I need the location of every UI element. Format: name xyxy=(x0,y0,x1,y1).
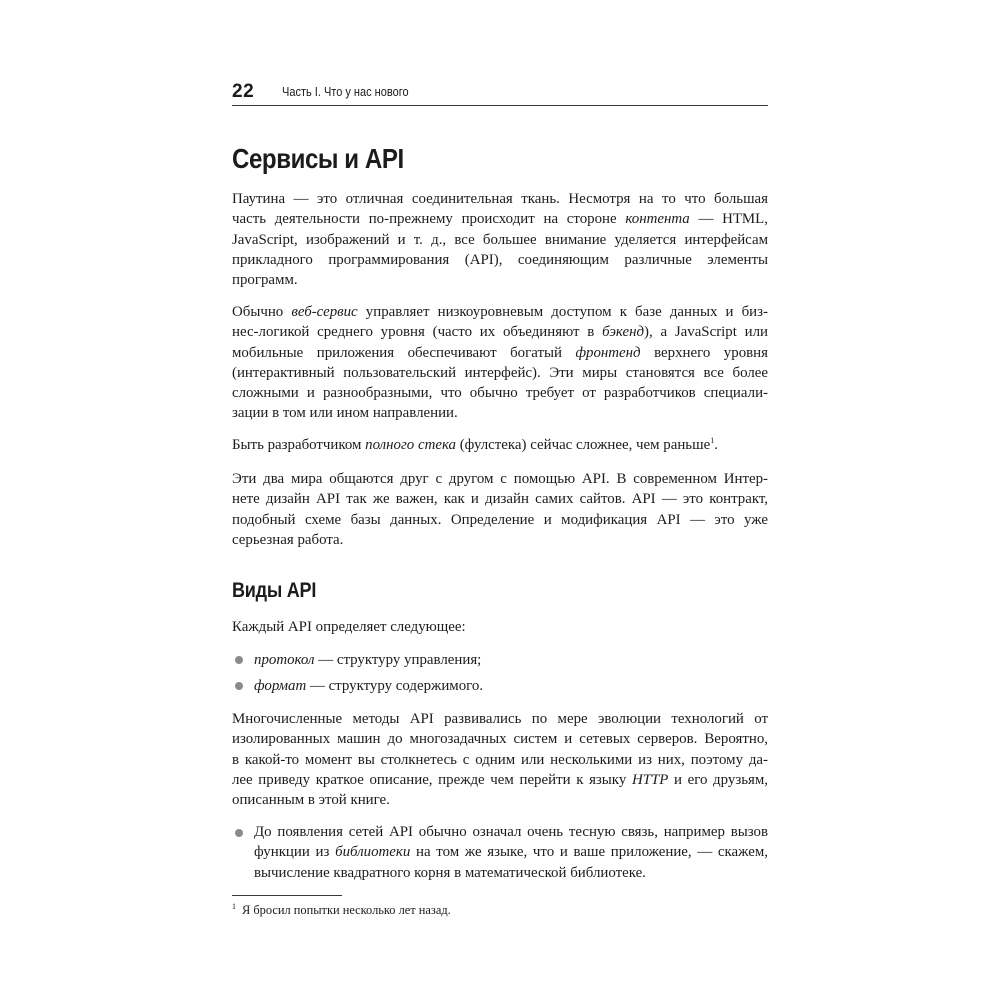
text-line: часть деятельности по-прежнему происходит на стороне контента — HTML, xyxy=(232,211,768,228)
paragraph-web-service xyxy=(232,302,768,424)
text-line: Быть разработчиком полного стека (фулстека) сейчас сложнее, чем раньше$^1$. xyxy=(232,436,718,453)
bullet-icon xyxy=(235,829,243,837)
text-line: Каждый API определяет следующее: xyxy=(232,619,466,635)
text-line: (интерактивный пользовательский интерфейс). Эти миры становятся все более xyxy=(232,364,768,381)
text-line: Обычно веб-сервис управляет низкоуровневым доступом к базе данных и биз- xyxy=(232,304,768,320)
running-head xyxy=(232,80,768,106)
text-line: До появления сетей API обычно означал очень тесную связь, например вызов xyxy=(254,824,768,840)
list-item xyxy=(254,650,768,670)
text-line: функции из библиотеки на том же языке, что и ваше приложение, — скажем, xyxy=(254,844,768,861)
text-line: серьезная работа. xyxy=(232,531,344,548)
italic-term: фронтенд xyxy=(575,344,641,361)
footnote-mark: 1 xyxy=(232,902,236,911)
text-line: JavaScript, изображений и т. д., все большее внимание уделяется интерфейсам xyxy=(232,231,768,248)
italic-term: библиотеки xyxy=(335,844,411,861)
text-line: сложными и разнообразными, что обычно требует от разработчиков специали- xyxy=(232,385,768,402)
page-number: 22 xyxy=(232,81,255,102)
text-line: Многочисленные методы API развивались по мере эволюции технологий от xyxy=(232,711,768,727)
running-title: Часть I. Что у нас нового xyxy=(282,85,409,99)
text-line: лее приведу краткое описание, прежде чем перейти к языку HTTP и его друзьям, xyxy=(232,771,768,788)
text-line: в какой-то момент вы столкнетесь с одним или несколькими из них, поэтому да- xyxy=(232,751,768,768)
text-line: прикладного программирования (API), соединяющим различные элементы xyxy=(232,251,768,268)
italic-term: бэкенд xyxy=(602,324,645,341)
text-line: мобильные приложения обеспечивают богатый фронтенд верхнего уровня xyxy=(232,344,768,361)
list-item xyxy=(254,676,768,696)
italic-term: контента xyxy=(625,211,690,228)
section-heading: Сервисы и API xyxy=(232,143,404,174)
text-line: программ. xyxy=(232,272,298,289)
footnote xyxy=(232,902,451,918)
paragraph-api-intro xyxy=(232,617,768,637)
footnote-reference: 1 xyxy=(710,436,715,446)
subsection-heading: Виды API xyxy=(232,579,317,602)
text-line: формат — структуру содержимого. xyxy=(254,678,484,694)
text-line: Эти два мира общаются друг с другом с помощью API. В современном Интер- xyxy=(232,471,768,487)
text-line: вычисление квадратного корня в математической библиотеке. xyxy=(254,864,646,881)
footnote-divider xyxy=(232,895,342,896)
italic-term: веб-сервис xyxy=(291,304,358,320)
footnote-text: Я бросил попытки несколько лет назад. xyxy=(242,903,451,918)
text-line: Паутина — это отличная соединительная ткань. Несмотря на то что большая xyxy=(232,191,768,207)
text-line: зации в том или ином направлении. xyxy=(232,405,458,422)
text-line: нес-логикой среднего уровня (часто их объединяют в бэкенд), а JavaScript или xyxy=(232,324,768,341)
bullet-icon xyxy=(235,682,243,690)
text-line: изолированных машин до многозадачных систем и сетевых серверов. Вероятно, xyxy=(232,731,768,748)
italic-term: полного стека xyxy=(365,437,456,453)
text-line: протокол — структуру управления; xyxy=(254,652,482,668)
bullet-icon xyxy=(235,656,243,664)
paragraph-full-stack xyxy=(232,435,768,455)
text-line: подобный схеме базы данных. Определение и модификация API — это уже xyxy=(232,511,768,528)
italic-term: HTTP xyxy=(631,771,669,788)
paragraph-web-intro xyxy=(232,189,768,290)
paragraph-api-evolution xyxy=(232,709,768,810)
italic-term: формат xyxy=(254,678,307,694)
list-item xyxy=(254,822,768,883)
paragraph-api-contract xyxy=(232,469,768,550)
text-line: нете дизайн API так же важен, как и дизайн самих сайтов. API — это контракт, xyxy=(232,491,768,508)
text-line: описанным в этой книге. xyxy=(232,792,390,809)
italic-term: протокол xyxy=(254,652,315,668)
